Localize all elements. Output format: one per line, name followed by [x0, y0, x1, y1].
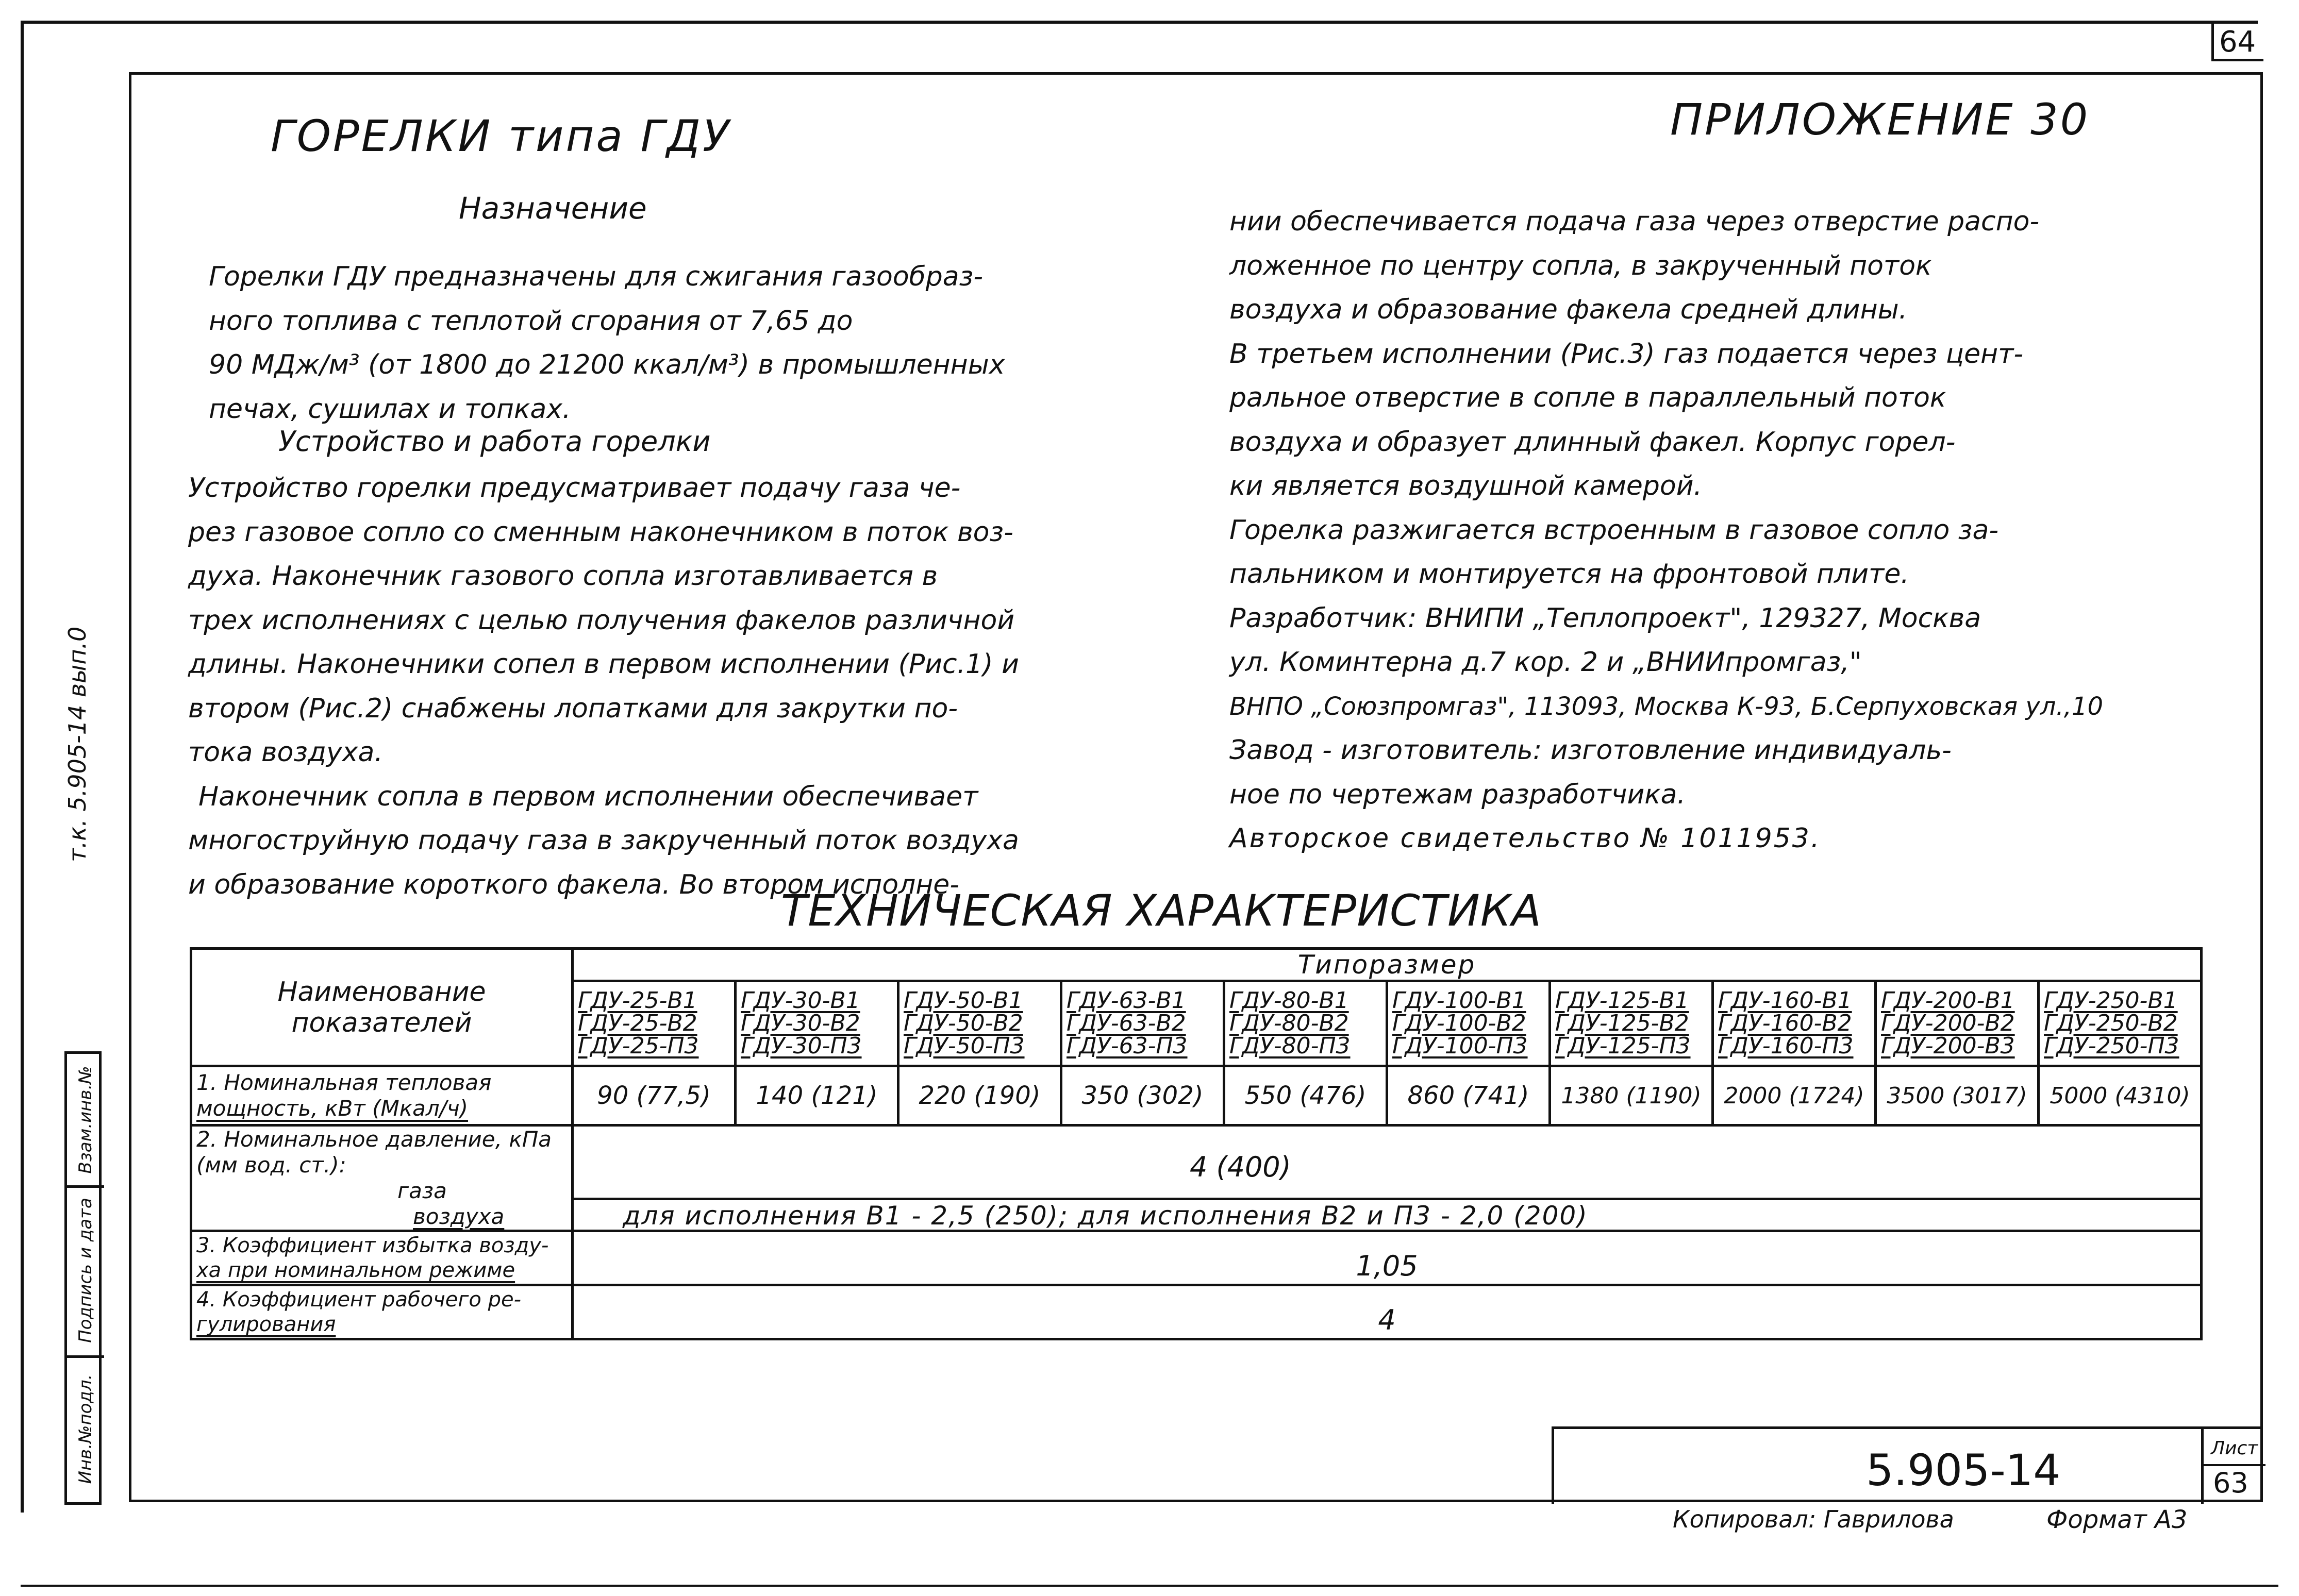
power-value: 220 (190): [898, 1066, 1061, 1125]
table-row: [191, 1231, 2202, 1285]
name-header-cell: [191, 949, 573, 1066]
purpose-line: печах, сушилах и топках.: [209, 393, 571, 425]
frame-bottom-line: [21, 1585, 2278, 1587]
appendix-label: ПРИЛОЖЕНИЕ 30: [1670, 94, 2090, 145]
model-cell: ГДУ-125-В1 ГДУ-125-В2 ГДУ-125-П3: [1550, 981, 1713, 1066]
row-label-line: 1. Номинальная тепловая: [196, 1070, 492, 1095]
row-label-line: гулирования: [196, 1313, 336, 1336]
purpose-paragraph: [209, 255, 1005, 431]
name-header-line: показателей: [291, 1007, 472, 1038]
side-code: т.к. 5.905-14 вып.0: [63, 626, 91, 862]
right-line: ки является воздушной камерой.: [1229, 471, 1703, 501]
right-line: нии обеспечивается подача газа через отверстие распо-: [1229, 206, 2040, 237]
stamp-label: Подпись и дата: [75, 1198, 96, 1343]
stamp-cell: [67, 1185, 104, 1358]
purpose-line: Горелки ГДУ предназначены для сжигания газообраз-: [209, 261, 984, 292]
row-label-cell: [191, 1231, 573, 1285]
row-label-cell: [191, 1125, 573, 1231]
power-value: 2000 (1724): [1713, 1066, 1876, 1125]
stamp-column: [64, 1051, 102, 1505]
row-label-line: ха при номинальном режиме: [196, 1258, 515, 1282]
model-cell: ГДУ-80-В1 ГДУ-80-В2 ГДУ-80-П3: [1224, 981, 1387, 1066]
model-cell: ГДУ-160-В1 ГДУ-160-В2 ГДУ-160-П3: [1713, 981, 1876, 1066]
device-line: тока воздуха.: [188, 737, 383, 768]
row-label-line: мощность, кВт (Мкал/ч): [196, 1096, 469, 1121]
right-line: пальником и монтируется на фронтовой плите.: [1229, 559, 1909, 590]
row-label-line: 3. Коэффициент избытка возду-: [196, 1234, 549, 1257]
device-line: рез газовое сопло со сменным наконечником в поток воз-: [188, 516, 1013, 548]
device-line: длины. Наконечники сопел в первом исполнении (Рис.1) и: [188, 649, 1019, 680]
right-line: В третьем исполнении (Рис.3) газ подается через цент-: [1229, 338, 2024, 369]
spec-table: [190, 947, 2203, 1340]
page-number-box: [2211, 23, 2263, 61]
table-row: [191, 1066, 2202, 1125]
page-number: 64: [2219, 25, 2256, 59]
inner-frame-left: [129, 72, 131, 1502]
sheet-box: [2201, 1429, 2265, 1504]
power-value: 5000 (4310): [2039, 1066, 2202, 1125]
excess-air-value: 1,05: [573, 1231, 2202, 1285]
table-heading: ТЕХНИЧЕСКАЯ ХАРАКТЕРИСТИКА: [781, 885, 1542, 936]
stamp-cell: [67, 1054, 104, 1188]
pressure-divider: [574, 1198, 2200, 1200]
size-header-cell: Типоразмер: [573, 949, 2202, 981]
device-line: духа. Наконечник газового сопла изготавливается в: [188, 561, 938, 592]
device-line: и образование короткого факела. Во втором исполне-: [188, 869, 960, 900]
model-cell: ГДУ-100-В1 ГДУ-100-В2 ГДУ-100-П3: [1387, 981, 1550, 1066]
model-cell: ГДУ-200-В1 ГДУ-200-В2 ГДУ-200-В3: [1876, 981, 2039, 1066]
model-cell: ГДУ-63-В1 ГДУ-63-В2 ГДУ-63-П3: [1061, 981, 1224, 1066]
device-line: Наконечник сопла в первом исполнении обеспечивает: [198, 781, 978, 812]
document-title: ГОРЕЛКИ типа ГДУ: [271, 111, 731, 161]
sheet-number: 63: [2213, 1467, 2248, 1499]
sheet-label: Лист: [2211, 1438, 2258, 1459]
stamp-label: Инв.№подл.: [75, 1374, 96, 1484]
model-cell: ГДУ-50-В1 ГДУ-50-В2 ГДУ-50-П3: [898, 981, 1061, 1066]
power-value: 350 (302): [1061, 1066, 1224, 1125]
device-line: Устройство горелки предусматривает подачу газа че-: [188, 473, 961, 503]
purpose-line: ного топлива с теплотой сгорания от 7,65 до: [209, 305, 853, 337]
power-value: 3500 (3017): [1876, 1066, 2039, 1125]
right-line: Завод - изготовитель: изготовление индивидуаль-: [1229, 735, 1952, 766]
right-line: ул. Коминтерна д.7 кор. 2 и „ВНИИпромгаз,": [1229, 647, 1862, 678]
air-pressure-value: для исполнения В1 - 2,5 (250); для исполнения В2 и П3 - 2,0 (200): [623, 1201, 1588, 1231]
device-line: многоструйную подачу газа в закрученный поток воздуха: [188, 825, 1019, 856]
copied-by: Копировал: Гаврилова: [1673, 1505, 1954, 1533]
sheet-divider: [2204, 1464, 2265, 1466]
title-block: [1552, 1426, 2263, 1504]
device-heading: Устройство и работа горелки: [278, 425, 711, 458]
name-header-line: Наименование: [277, 976, 486, 1007]
pressure-cell: [573, 1125, 2202, 1231]
right-line: ральное отверстие в сопле в параллельный поток: [1229, 382, 1946, 413]
right-line: Авторское свидетельство № 1011953.: [1229, 823, 1821, 854]
stamp-cell: [67, 1355, 104, 1502]
power-value: 550 (476): [1224, 1066, 1387, 1125]
air-label: воздуха: [413, 1204, 505, 1229]
row-label-cell: [191, 1066, 573, 1125]
right-line: ное по чертежам разработчика.: [1229, 779, 1686, 810]
power-value: 860 (741): [1387, 1066, 1550, 1125]
device-paragraph: [188, 466, 1019, 907]
power-value: 1380 (1190): [1550, 1066, 1713, 1125]
frame-top-line: [21, 21, 2258, 24]
model-cell: ГДУ-25-В1 ГДУ-25-В2 ГДУ-25-П3: [573, 981, 736, 1066]
table-row: [191, 949, 2202, 981]
table-row: [191, 1125, 2202, 1231]
stamp-label: Взам.инв.№: [75, 1065, 96, 1174]
purpose-heading: Назначение: [459, 191, 647, 226]
row-label-line: 2. Номинальное давление, кПа: [196, 1127, 552, 1152]
gas-label: газа: [397, 1178, 447, 1203]
inner-frame-top: [129, 72, 2263, 75]
right-line: ложенное по центру сопла, в закрученный поток: [1229, 250, 1932, 281]
right-line: Разработчик: ВНИПИ „Теплопроект", 129327, Москва: [1229, 602, 1981, 634]
regulation-value: 4: [573, 1285, 2202, 1339]
row-label-line: 4. Коэффициент рабочего ре-: [196, 1288, 522, 1312]
power-value: 140 (121): [736, 1066, 898, 1125]
model-cell: ГДУ-30-В1 ГДУ-30-В2 ГДУ-30-П3: [736, 981, 898, 1066]
power-value: 90 (77,5): [573, 1066, 736, 1125]
doc-code: 5.905-14: [1866, 1445, 2061, 1496]
right-line: воздуха и образование факела средней длины.: [1229, 294, 1908, 325]
purpose-line: 90 МДж/м³ (от 1800 до 21200 ккал/м³) в промышленных: [209, 349, 1005, 380]
model-cell: ГДУ-250-В1 ГДУ-250-В2 ГДУ-250-П3: [2039, 981, 2202, 1066]
sheet-format: Формат А3: [2046, 1505, 2188, 1534]
right-column-paragraph: [1229, 200, 2103, 861]
right-line: воздуха и образует длинный факел. Корпус горел-: [1229, 426, 1956, 458]
right-line: ВНПО „Союзпромгаз", 113093, Москва К-93, Б.Серпуховская ул.,10: [1229, 692, 2104, 721]
row-label-cell: [191, 1285, 573, 1339]
right-line: Горелка разжигается встроенным в газовое сопло за-: [1229, 514, 1999, 546]
row-label-line: (мм вод. ст.):: [196, 1152, 346, 1178]
device-line: трех исполнениях с целью получения факелов различной: [188, 604, 1015, 636]
gas-pressure-value: 4 (400): [1190, 1151, 1291, 1183]
table-row: [191, 1285, 2202, 1339]
inner-frame-right: [2260, 72, 2263, 1502]
device-line: втором (Рис.2) снабжены лопатками для закрутки по-: [188, 693, 958, 724]
frame-left-line: [21, 21, 24, 1513]
